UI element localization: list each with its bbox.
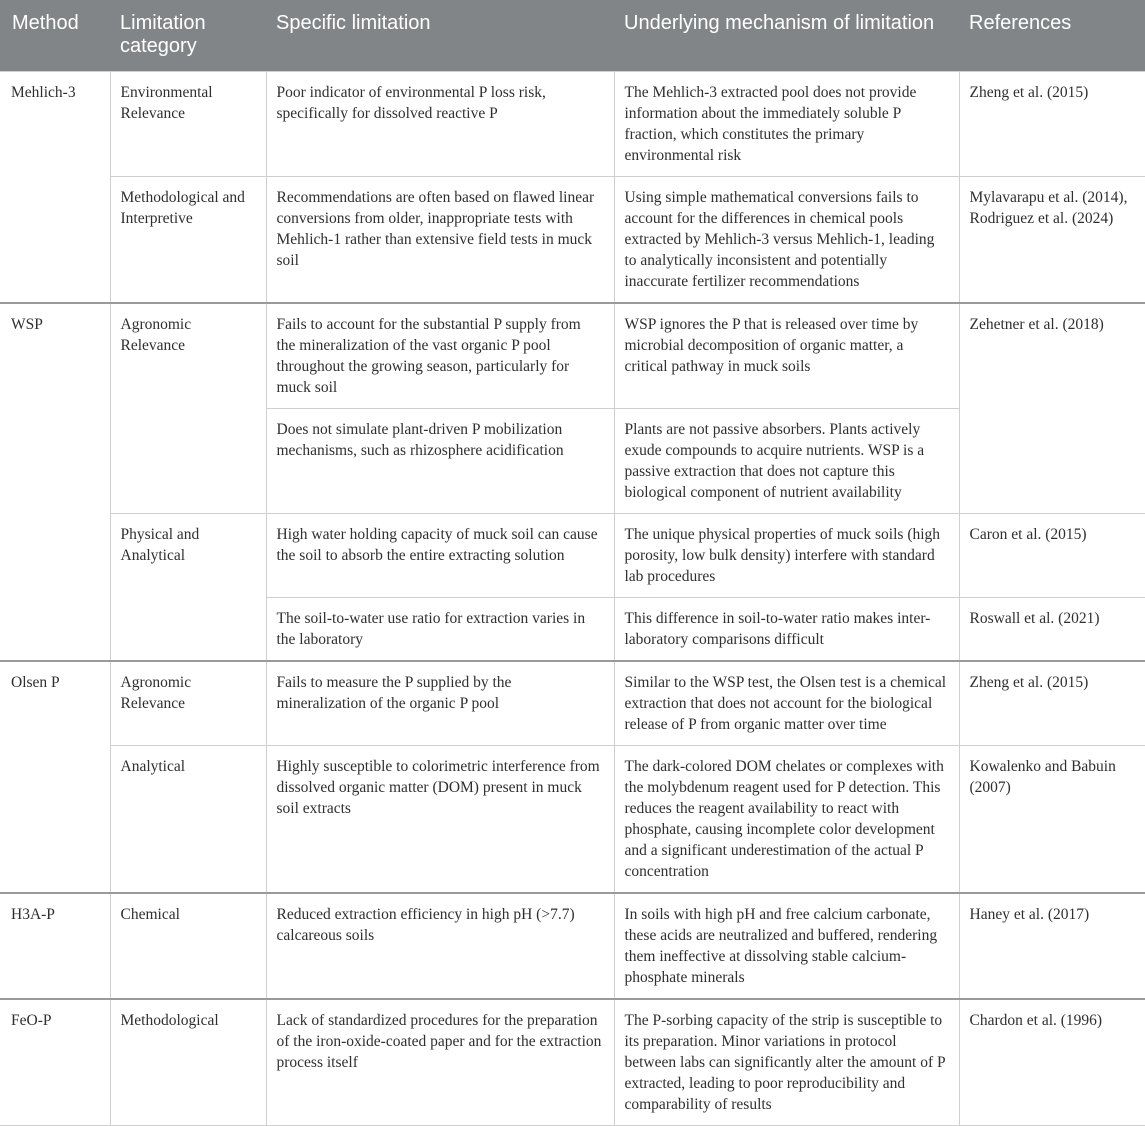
mechanism-cell: Plants are not passive absorbers. Plants actively exude compounds to acquire nutrients. WSP is a passive extraction that does not capture this biological component of nutrient availability [614,408,959,513]
references-cell: Chardon et al. (1996) [959,999,1145,1126]
header-category: Limitation category [110,0,266,71]
specific-cell: Does not simulate plant-driven P mobilization mechanisms, such as rhizosphere acidification [266,408,614,513]
method-cell: FeO-P [0,999,110,1126]
specific-cell: Fails to measure the P supplied by the mineralization of the organic P pool [266,661,614,746]
table-row [0,513,1145,597]
references-cell: Zheng et al. (2015) [959,71,1145,176]
category-cell: Agronomic Relevance [110,303,266,514]
references-cell: Zehetner et al. (2018) [959,303,1145,514]
category-cell: Methodological [110,999,266,1126]
table-row [0,71,1145,176]
method-cell: H3A-P [0,893,110,999]
specific-cell: Recommendations are often based on flawed linear conversions from older, inappropriate tests with Mehlich-1 rather than extensive field tests in muck soil [266,176,614,303]
header-row [0,0,1145,71]
category-cell: Physical and Analytical [110,513,266,661]
category-cell: Methodological and Interpretive [110,176,266,303]
specific-cell: High water holding capacity of muck soil can cause the soil to absorb the entire extracting solution [266,513,614,597]
mechanism-cell: WSP ignores the P that is released over time by microbial decomposition of organic matter, a critical pathway in muck soils [614,303,959,409]
header-method: Method [0,0,110,71]
method-cell: Olsen P [0,661,110,893]
mechanism-cell: The unique physical properties of muck soils (high porosity, low bulk density) interfere with standard lab procedures [614,513,959,597]
references-cell: Mylavarapu et al. (2014), Rodriguez et al. (2024) [959,176,1145,303]
table-row [0,176,1145,303]
references-cell: Zheng et al. (2015) [959,661,1145,746]
references-cell: Kowalenko and Babuin (2007) [959,745,1145,893]
references-cell: Caron et al. (2015) [959,513,1145,597]
category-cell: Environmental Relevance [110,71,266,176]
specific-cell: The soil-to-water use ratio for extraction varies in the laboratory [266,597,614,661]
mechanism-cell: This difference in soil-to-water ratio makes inter-laboratory comparisons difficult [614,597,959,661]
category-cell: Chemical [110,893,266,999]
mechanism-cell: The Mehlich-3 extracted pool does not provide information about the immediately soluble P fraction, which constitutes the primary environmental risk [614,71,959,176]
references-cell: Haney et al. (2017) [959,893,1145,999]
mechanism-cell: In soils with high pH and free calcium carbonate, these acids are neutralized and buffered, rendering them ineffective at dissolving stable calcium-phosphate minerals [614,893,959,999]
table-row [0,893,1145,999]
header-specific: Specific limitation [266,0,614,71]
specific-cell: Poor indicator of environmental P loss risk, specifically for dissolved reactive P [266,71,614,176]
category-cell: Analytical [110,745,266,893]
specific-cell: Fails to account for the substantial P supply from the mineralization of the vast organic P pool throughout the growing season, particularly for muck soil [266,303,614,409]
table-row [0,745,1145,893]
specific-cell: Lack of standardized procedures for the preparation of the iron-oxide-coated paper and for the extraction process itself [266,999,614,1126]
table-row [0,303,1145,409]
method-cell: Mehlich-3 [0,71,110,303]
specific-cell: Reduced extraction efficiency in high pH (>7.7) calcareous soils [266,893,614,999]
mechanism-cell: The P-sorbing capacity of the strip is susceptible to its preparation. Minor variations in protocol between labs can significantly alter the amount of P extracted, leading to poor reproducibility and comparability of results [614,999,959,1126]
specific-cell: Highly susceptible to colorimetric interference from dissolved organic matter (DOM) present in muck soil extracts [266,745,614,893]
mechanism-cell: The dark-colored DOM chelates or complexes with the molybdenum reagent used for P detection. This reduces the reagent availability to react with phosphate, causing incomplete color development and a significant underestimation of the actual P concentration [614,745,959,893]
mechanism-cell: Similar to the WSP test, the Olsen test is a chemical extraction that does not account for the biological release of P from organic matter over time [614,661,959,746]
table-row [0,999,1145,1126]
mechanism-cell: Using simple mathematical conversions fails to account for the differences in chemical pools extracted by Mehlich-3 versus Mehlich-1, leading to analytically inconsistent and potentially inaccurate fertilizer recommendations [614,176,959,303]
table-row [0,661,1145,746]
header-references: References [959,0,1145,71]
header-mechanism: Underlying mechanism of limitation [614,0,959,71]
category-cell: Agronomic Relevance [110,661,266,746]
references-cell: Roswall et al. (2021) [959,597,1145,661]
method-cell: WSP [0,303,110,661]
